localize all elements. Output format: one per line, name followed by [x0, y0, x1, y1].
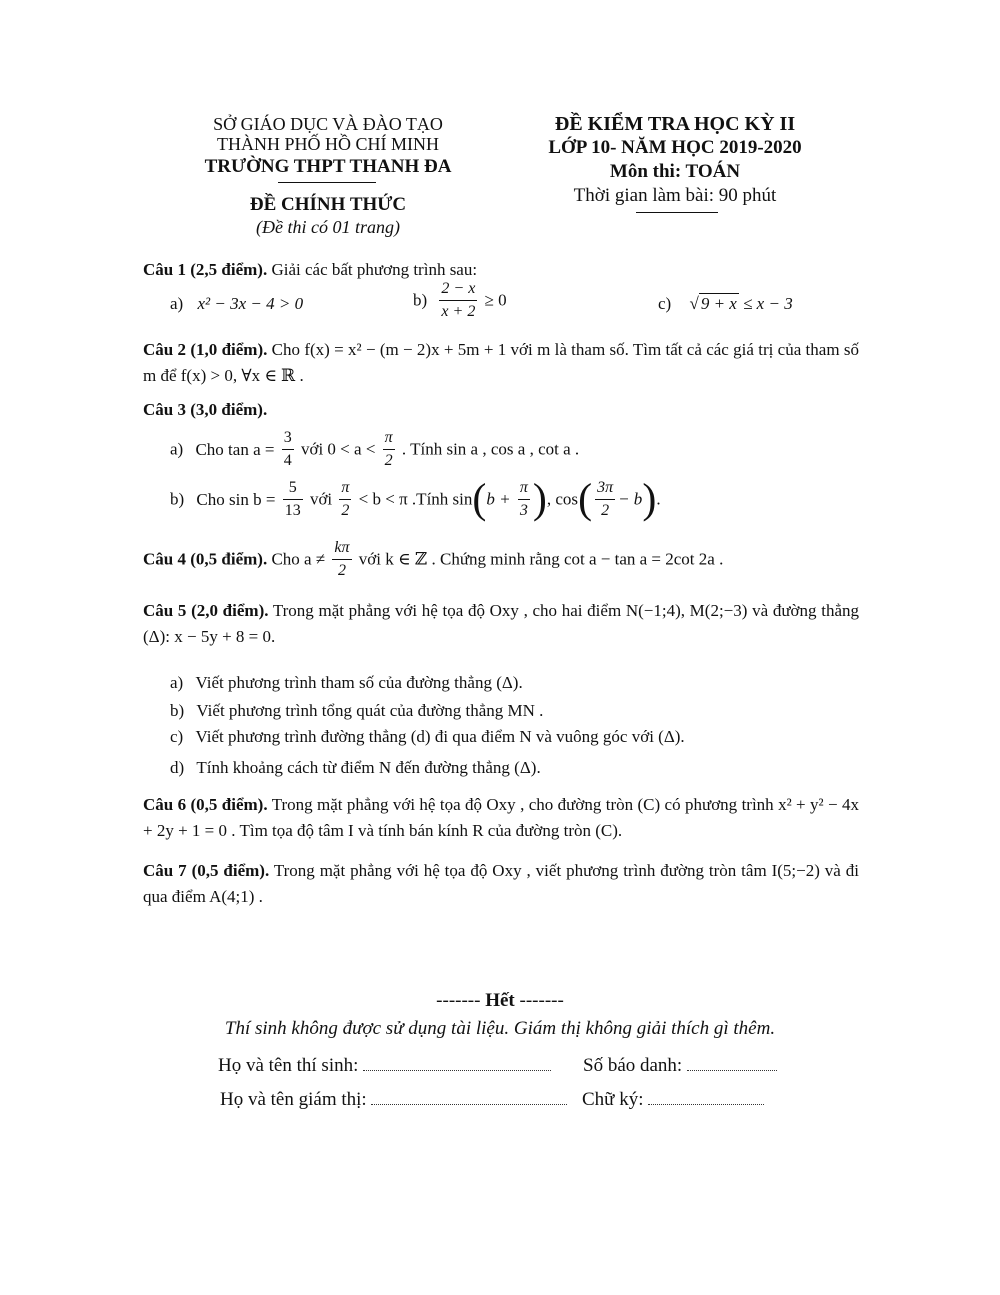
question-5d: [170, 755, 541, 781]
question-6: [143, 792, 859, 844]
question-4-label: Câu 4 (0,5 điểm).: [143, 549, 268, 569]
question-1c-rest: ≤ x − 3: [738, 294, 793, 313]
question-3a: [170, 427, 579, 472]
question-3b-3pi-fraction: [595, 477, 615, 522]
school-name: TRƯỜNG THPT THANH ĐA: [204, 156, 452, 177]
question-3b-mid: với: [309, 489, 333, 509]
question-5a: [170, 670, 523, 696]
question-2-text: Cho f(x) = x² − (m − 2)x + 5m + 1 với m là tham số. Tìm tất cả các giá trị của tham số m để f(x) > 0, ∀x ∈ ℝ .: [143, 340, 859, 385]
question-7: [143, 858, 859, 910]
question-1b-label: b): [413, 290, 428, 310]
header-right-underline: [636, 212, 718, 213]
signature-label: Chữ ký:: [582, 1089, 644, 1110]
right-paren: ): [642, 476, 657, 523]
question-3b-pre: Cho sin b =: [196, 489, 276, 509]
school-underline: [278, 182, 376, 183]
fraction-numerator: π: [519, 479, 528, 496]
question-3-label: Câu 3 (3,0 điểm).: [143, 400, 268, 419]
fraction-numerator: π: [384, 429, 393, 446]
list-item-text: Viết phương trình tổng quát của đường thẳng MN .: [196, 701, 544, 720]
fraction-denominator: 2: [383, 449, 395, 472]
department-line2: THÀNH PHỐ HỒ CHÍ MINH: [217, 134, 439, 154]
list-item-label: b): [170, 701, 185, 720]
candidate-id-row: [583, 1053, 777, 1079]
question-1b-denominator: x + 2: [439, 300, 477, 323]
question-3a-label: a): [170, 439, 184, 459]
question-3b-pi-fraction: [339, 477, 351, 522]
exam-title: ĐỀ KIỂM TRA HỌC KỲ II: [554, 113, 796, 135]
right-paren: ): [532, 476, 547, 523]
official-label: ĐỀ CHÍNH THỨC: [249, 194, 407, 215]
fraction-denominator: 2: [339, 499, 351, 522]
question-1a-expr: x² − 3x − 4 > 0: [197, 294, 304, 313]
question-5-text: Trong mặt phẳng với hệ tọa độ Oxy , cho hai điểm N(−1;4), M(2;−3) và đường thẳng (Δ): x − 5y + 8 = 0.: [143, 601, 859, 646]
question-7-text: Trong mặt phẳng với hệ tọa độ Oxy , viết phương trình đường tròn tâm I(5;−2) và đi qua điểm A(4;1) .: [143, 861, 859, 906]
question-5: [143, 598, 859, 650]
left-paren: (: [472, 476, 487, 523]
question-4: [143, 537, 723, 582]
question-3a-post: . Tính sin a , cos a , cot a .: [401, 439, 580, 459]
question-3a-pi-fraction: [383, 427, 395, 472]
end-dashes-left: -------: [436, 990, 486, 1011]
question-5-label: Câu 5 (2,0 điểm).: [143, 601, 269, 620]
fraction-numerator: 3: [283, 429, 292, 446]
end-dashes-right: -------: [514, 990, 564, 1011]
question-4-post: với k ∈ ℤ . Chứng minh rằng cot a − tan a = 2cot 2a .: [354, 549, 724, 569]
fraction-denominator: 3: [518, 499, 530, 522]
proctor-name-label: Họ và tên giám thị:: [220, 1089, 367, 1110]
proctor-name-field[interactable]: [371, 1090, 567, 1105]
sqrt-symbol: √: [689, 294, 699, 313]
question-4-fraction: [332, 537, 351, 582]
page-count: (Đề thi có 01 trang): [256, 217, 400, 237]
candidate-name-label: Họ và tên thí sinh:: [218, 1055, 359, 1076]
fraction-numerator: 5: [288, 479, 297, 496]
end-word: Hết: [485, 990, 515, 1011]
question-3b-end: .: [656, 489, 661, 509]
list-item-label: c): [170, 727, 184, 746]
fraction-denominator: 13: [283, 499, 303, 522]
header-left: [170, 112, 486, 179]
question-3b-label: b): [170, 489, 185, 509]
question-1b-numerator: 2 − x: [441, 280, 476, 297]
question-5b: [170, 698, 543, 724]
question-6-text: Trong mặt phẳng với hệ tọa độ Oxy , cho đường tròn (C) có phương trình x² + y² − 4x + 2y + 1 = 0 . Tìm tọa độ tâm I và tính bán kính R của đường tròn (C).: [143, 795, 859, 840]
candidate-name-field[interactable]: [363, 1056, 551, 1071]
question-4-pre: Cho a ≠: [267, 549, 326, 569]
end-marker: [300, 988, 700, 1014]
question-3a-fraction: [282, 427, 294, 472]
question-3b-inner2: − b: [618, 489, 643, 509]
question-6-label: Câu 6 (0,5 điểm).: [143, 795, 268, 814]
question-3b-mid2: < b < π .Tính sin: [358, 489, 473, 509]
subject: Môn thi: TOÁN: [609, 161, 741, 182]
list-item-text: Tính khoảng cách từ điểm N đến đường thẳng (Δ).: [196, 758, 541, 777]
fraction-numerator: 3π: [597, 479, 614, 496]
question-1a-label: a): [170, 294, 184, 313]
question-3a-pre: Cho tan a =: [195, 439, 275, 459]
candidate-id-label: Số báo danh:: [583, 1055, 683, 1076]
fraction-numerator: π: [341, 479, 350, 496]
candidate-id-field[interactable]: [687, 1056, 777, 1071]
question-3: [143, 397, 859, 423]
time-limit: Thời gian làm bài: 90 phút: [573, 185, 777, 206]
signature-field[interactable]: [648, 1090, 764, 1105]
question-1c: [658, 291, 793, 317]
exam-note: Thí sinh không được sử dụng tài liệu. Giám thị không giải thích gì thêm.: [224, 1018, 776, 1039]
list-item-text: Viết phương trình đường thẳng (d) đi qua điểm N và vuông góc với (Δ).: [195, 727, 685, 746]
department-line1: SỞ GIÁO DỤC VÀ ĐÀO TẠO: [213, 114, 443, 134]
list-item-text: Viết phương trình tham số của đường thẳng (Δ).: [195, 673, 523, 692]
fraction-denominator: 2: [595, 499, 615, 522]
signature-row: [582, 1087, 764, 1113]
header-right: [500, 112, 850, 208]
question-5c: [170, 724, 685, 750]
list-item-label: d): [170, 758, 185, 777]
grade-year: LỚP 10- NĂM HỌC 2019-2020: [548, 137, 802, 158]
fraction-denominator: 4: [282, 449, 294, 472]
question-3b-inner1: b +: [486, 489, 511, 509]
list-item-label: a): [170, 673, 184, 692]
proctor-name-row: [220, 1087, 567, 1113]
question-1b-relation: ≥ 0: [484, 290, 507, 310]
question-1-label: Câu 1 (2,5 điểm).: [143, 260, 268, 279]
question-1-text: Giải các bất phương trình sau:: [267, 260, 478, 279]
left-paren: (: [578, 476, 593, 523]
question-1b: [413, 278, 507, 323]
fraction-denominator: 2: [332, 559, 351, 582]
question-3b-sep: , cos: [546, 489, 579, 509]
question-1b-fraction: [439, 278, 477, 323]
question-3b: [170, 477, 661, 522]
question-3a-mid: với 0 < a <: [300, 439, 376, 459]
fraction-numerator: kπ: [334, 539, 350, 556]
question-7-label: Câu 7 (0,5 điểm).: [143, 861, 270, 880]
question-2: [143, 337, 859, 389]
candidate-name-row: [218, 1053, 551, 1079]
question-3b-pi3-fraction: [518, 477, 530, 522]
question-2-label: Câu 2 (1,0 điểm).: [143, 340, 268, 359]
question-1c-label: c): [658, 294, 672, 313]
question-1a: [170, 291, 303, 317]
question-3b-fraction: [283, 477, 303, 522]
question-1c-radicand: 9 + x: [700, 294, 737, 313]
